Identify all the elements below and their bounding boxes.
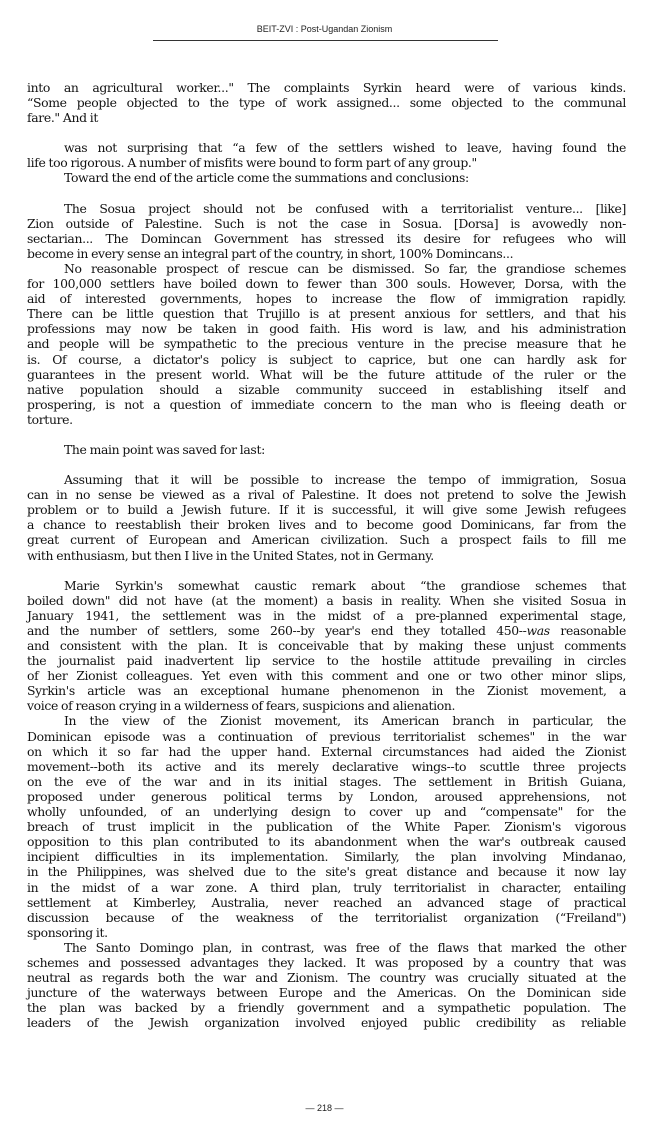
text-line: is. Of course, a dictator's policy is subject to caprice, but one can hardly ask for: [27, 351, 626, 367]
running-header: BEIT-ZVI : Post-Ugandan Zionism: [256, 24, 393, 34]
text-line: Assuming that it will be possible to increase the tempo of immigration, Sosua: [64, 472, 626, 488]
text-line: into an agricultural worker..." The complaints Syrkin heard were of various kinds.: [27, 80, 626, 95]
text-line: torture.: [27, 411, 73, 427]
text-line: prospering, is not a question of immediate concern to the man who is fleeing death or: [27, 396, 626, 412]
text-line: “Some people objected to the type of work assigned... some objected to the communal: [27, 95, 626, 111]
text-line: native population should a sizable community succeed in establishing itself and: [27, 381, 626, 397]
text-line: aid of interested governments, hopes to increase the flow of immigration rapidly.: [27, 291, 626, 307]
text-line: Syrkin's article was an exceptional humane phenomenon in the Zionist movement, a: [27, 683, 626, 699]
text-line: and consistent with the plan. It is conceivable that by making these unjust comments: [27, 638, 626, 653]
text-line: boiled down" did not have (at the moment) a basis in reality. When she visited Sosua in: [27, 592, 626, 608]
text-line: a chance to reestablish their broken lives and to become good Dominicans, far from the: [27, 517, 626, 533]
text-line: voice of reason crying in a wilderness of fears, suspicions and alienation.: [27, 698, 456, 714]
header-rule: [153, 40, 498, 41]
text-line: No reasonable prospect of rescue can be dismissed. So far, the grandiose schemes: [64, 260, 626, 276]
paragraph: [27, 140, 626, 170]
text-line: life too rigorous. A number of misfits were bound to form part of any group.": [27, 155, 477, 171]
text-line: problem or to build a Jewish future. If it is successful, it will give some Jewish refugees: [27, 502, 626, 518]
text-line: sectarian... The Domincan Government has stressed its desire for refugees who will: [27, 230, 626, 246]
text-line: professions may now be taken in good faith. His word is law, and his administration: [27, 321, 626, 337]
text-line: fare." And it: [27, 110, 98, 126]
text-line: Marie Syrkin's somewhat caustic remark about “the grandiose schemes that: [64, 577, 626, 593]
block-quote: [27, 201, 626, 261]
paragraph: [27, 940, 626, 1031]
paragraph: [27, 442, 626, 457]
text-line: sponsoring it.: [27, 924, 108, 940]
text-line: There can be little question that Trujillo is at present anxious for settlers, and that his: [27, 306, 626, 322]
text-line: great current of European and American civilization. Such a prospect fails to fill me: [27, 532, 626, 548]
block-quote: [27, 472, 626, 563]
text-line: breach of trust implicit in the publication of the White Paper. Zionism's vigorous: [27, 819, 626, 835]
block-quote: [27, 261, 626, 427]
text-line: incipient difficulties in its implementation. Similarly, the plan involving Mindanao,: [27, 849, 626, 865]
text-line: movement--both its active and its merely declarative wings--to scuttle three projects: [27, 758, 626, 774]
text-line: and people will be sympathetic to the precious venture in the precise measure that he: [27, 336, 626, 352]
paragraph: [27, 713, 626, 939]
italic-word: was: [526, 622, 550, 638]
page-number: — 218 —: [305, 1103, 344, 1113]
text-line: guarantees in the present world. What will be the future attitude of the ruler or the: [27, 366, 626, 382]
text-line: opposition to this plan contributed to its abandonment when the war's outbreak caused: [27, 834, 626, 850]
text-line: January 1941, the settlement was in the midst of a pre-planned experimental stage,: [27, 607, 626, 623]
paragraph: [27, 578, 626, 714]
text-line: leaders of the Jewish organization involved enjoyed public credibility as reliable: [27, 1015, 626, 1031]
text-line: with enthusiasm, but then I live in the United States, not in Germany.: [27, 547, 434, 563]
text-line: was not surprising that “a few of the settlers wished to leave, having found the: [64, 140, 626, 156]
text-line: Toward the end of the article come the summations and conclusions:: [64, 170, 469, 186]
text-run: reasonable: [549, 622, 626, 638]
text-line: juncture of the waterways between Europe and the Americas. On the Dominican side: [27, 985, 626, 1001]
text-line: The main point was saved for last:: [64, 441, 265, 457]
text-line: proposed under generous political terms by London, aroused apprehensions, not: [27, 788, 626, 804]
text-line: neutral as regards both the war and Zionism. The country was crucially situated at the: [27, 970, 626, 986]
text-line: become in every sense an integral part of the country, in short, 100% Domincans...: [27, 245, 514, 261]
text-line-with-italic: [27, 623, 626, 638]
text-line: can in no sense be viewed as a rival of Palestine. It does not pretend to solve the Jewish: [27, 487, 626, 503]
text-line: of her Zionist colleagues. Yet even with this comment and one or two other minor slips,: [27, 668, 626, 684]
text-line: the journalist paid inadvertent lip service to the hostile attitude prevailing in circles: [27, 653, 626, 669]
text-line: discussion because of the weakness of the territorialist organization (“Freiland"): [27, 909, 626, 925]
page-body: [27, 80, 626, 1030]
text-line: Zion outside of Palestine. Such is not the case in Sosua. [Dorsa] is avowedly non-: [27, 215, 626, 231]
text-line: schemes and possessed advantages they lacked. It was proposed by a country that was: [27, 954, 626, 970]
text-line: on the eve of the war and in its initial stages. The settlement in British Guiana,: [27, 773, 626, 789]
text-line: in the midst of a war zone. A third plan, truly territorialist in character, entailing: [27, 879, 626, 895]
text-line: on which it so far had the upper hand. External circumstances had aided the Zionist: [27, 743, 626, 759]
text-line: in the Philippines, was shelved due to the site's great distance and because it now lay: [27, 864, 626, 880]
paragraph: [27, 80, 626, 125]
text-line: the plan was backed by a friendly government and a sympathetic population. The: [27, 1000, 626, 1016]
text-run: and the number of settlers, some 260--by year's end they totalled 450--: [27, 622, 527, 638]
text-line: wholly unfounded, of an underlying design to cover up and “compensate" for the: [27, 804, 626, 820]
text-line: The Sosua project should not be confused with a territorialist venture... [like]: [64, 200, 626, 216]
text-line: for 100,000 settlers have boiled down to fewer than 300 souls. However, Dorsa, with the: [27, 276, 626, 292]
text-line: In the view of the Zionist movement, its American branch in particular, the: [64, 713, 626, 729]
paragraph: [27, 170, 626, 185]
text-line: Dominican episode was a continuation of previous territorialist schemes" in the war: [27, 728, 626, 744]
text-line: settlement at Kimberley, Australia, never reached an advanced stage of practical: [27, 894, 626, 910]
text-line: The Santo Domingo plan, in contrast, was free of the flaws that marked the other: [64, 939, 626, 955]
